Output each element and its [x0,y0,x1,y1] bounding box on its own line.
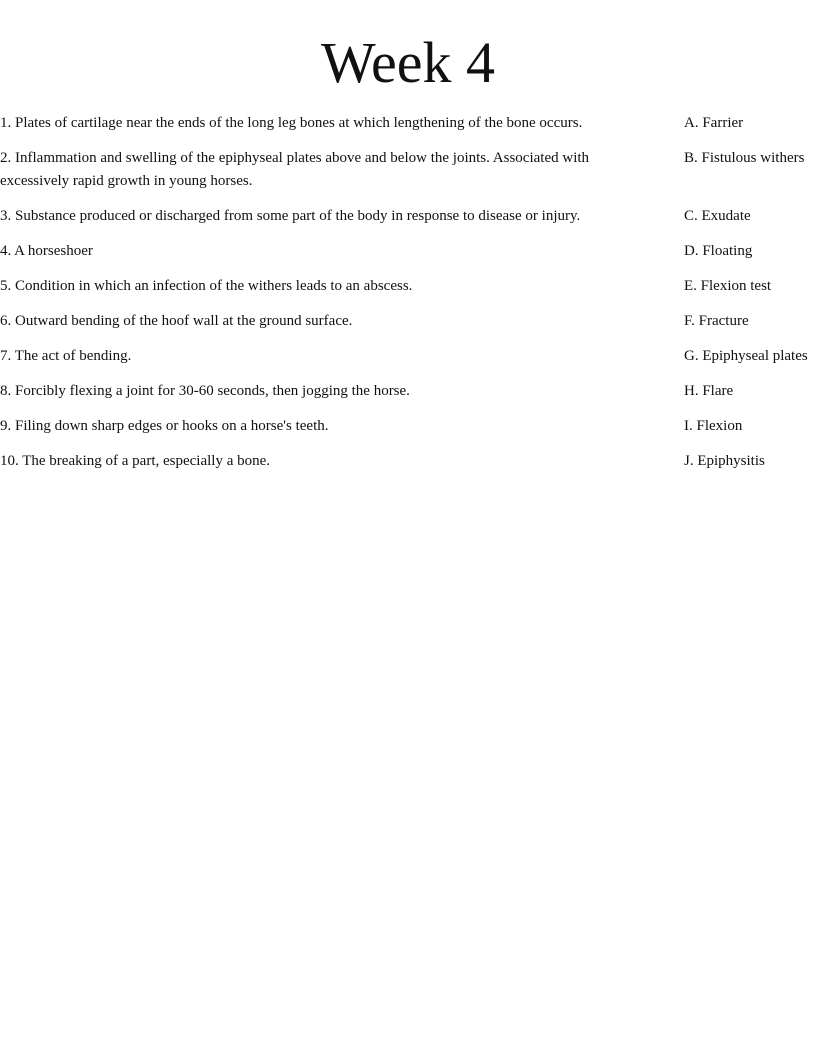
definition-text: 8. Forcibly flexing a joint for 30-60 seconds, then jogging the horse. [0,383,410,399]
matching-row [0,415,816,438]
page-title: Week 4 [320,30,496,95]
answer-term: A. Farrier [684,115,744,131]
definition-text: 9. Filing down sharp edges or hooks on a horse's teeth. [0,418,329,434]
matching-row [0,147,816,193]
answer-term: D. Floating [684,243,753,259]
matching-row [0,112,816,135]
definition-text: 3. Substance produced or discharged from some part of the body in response to disease or injury. [0,208,581,224]
definition-text: 1. Plates of cartilage near the ends of the long leg bones at which lengthening of the bone occurs. [0,115,583,131]
answer-term: E. Flexion test [684,278,772,294]
answer-term: G. Epiphyseal plates [684,348,808,364]
answer-term: F. Fracture [684,313,749,329]
definition-text: 7. The act of bending. [0,348,132,364]
matching-row [0,240,816,263]
matching-row [0,310,816,333]
definition-text: 10. The breaking of a part, especially a bone. [0,453,271,469]
answer-term: B. Fistulous withers [684,150,805,166]
definition-text: 4. A horseshoer [0,243,93,259]
definition-text: 6. Outward bending of the hoof wall at the ground surface. [0,313,353,329]
matching-row [0,380,816,403]
matching-worksheet [0,112,816,485]
answer-term: J. Epiphysitis [684,453,765,469]
definition-text: 5. Condition in which an infection of the withers leads to an abscess. [0,278,413,294]
matching-row [0,345,816,368]
matching-row [0,205,816,228]
answer-term: C. Exudate [684,208,751,224]
answer-term: I. Flexion [684,418,743,434]
answer-term: H. Flare [684,383,734,399]
definition-text: 2. Inflammation and swelling of the epiphyseal plates above and below the joints. Associated with excessively rapid growth in young horses. [0,150,590,189]
matching-row [0,450,816,473]
matching-row [0,275,816,298]
